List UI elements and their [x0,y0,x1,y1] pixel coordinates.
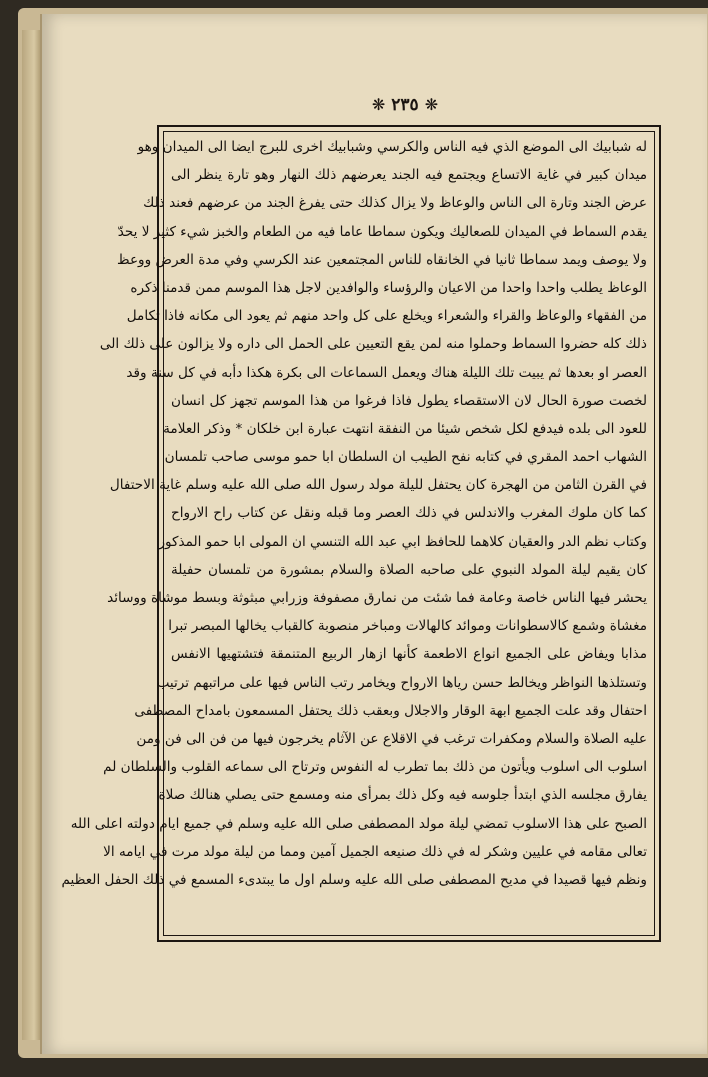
text-line: اسلوب الى اسلوب ويأتون من ذلك بما تطرب له النفوس وترتاح الى سماعه القلوب والسلطان لم [103,759,647,776]
page-header [345,93,465,117]
page-number: ٢٣٥ [391,95,419,115]
text-line: لخصت صورة الحال لان الاستقصاء يطول فاذا فرغوا من هذا الموسم تجهز كل انسان [171,392,647,409]
text-line: كما كان ملوك المغرب والاندلس في ذلك العصر وما قبله ونقل عن كتاب راح الارواح [171,505,647,522]
text-line: العصر او بعدها ثم يبيت تلك الليلة هناك ويعمل السماعات الى بكرة هكذا دأبه في كل سنة وقد [126,364,647,381]
text-line: يقدم السماط في الميدان للصعاليك ويكون سماطا عاما فيه من الطعام والخبز شيء كثير لا يحدّ [117,223,647,240]
text-line: ولا يوصف ويمد سماطا ثانيا في الخانقاه للناس المجتمعين عند الكرسي وفي مدة العرض ووعظ [117,251,647,268]
text-line: تعالى مقامه في عليين وشكر له في ذلك صنيعه الجميل آمين ومما من ليلة مولد مرت في ايامه الا [103,843,647,860]
text-line: عليه الصلاة والسلام ومكفرات ترغب في الاقلاع عن الآثام يخرجون فيها من فن الى فن ومن [136,730,647,747]
text-line: ذلك كله حضروا السماط وحملوا منه لمن يقع التعيين على الحمل الى داره ولا يزالون على ذلك الى [99,336,647,353]
text-line: وكتاب نظم الدر والعقيان كلاهما للحافظ ابي عبد الله التنسي ان المولى ابا حمو المذكور [158,533,647,550]
text-line: يحشر فيها الناس خاصة وعامة فما شئت من نمارق مصفوفة وزرابي مبثوثة وبسط موشاة ووسائد [107,590,647,606]
text-line: يفارق مجلسه الذي ابتدأ جلوسه فيه وكل ذلك بمرأى منه ومسمع حتى يصلي هنالك صلاة [158,787,647,804]
text-line: وتستلذها النواظر ويخالط حسن رياها الارواح ويخامر رتب الناس فيها على مراتبهم ترتيب [156,674,647,691]
text-line: للعود الى بلده فيدفع لكل شخص شيئا من النفقة انتهت عبارة ابن خلكان * وذكر العلامة [163,420,647,437]
text-line: عرض الجند وتارة الى الناس والوعاظ ولا يزال كذلك حتى يفرغ الجند من عرضهم فعند ذلك [143,195,647,212]
text-line: الصبح على هذا الاسلوب تمضي ليلة مولد المصطفى صلى الله عليه وسلم في جميع ايام دولته اعلى الله [70,815,647,832]
text-line: احتفال وقد علت الجميع ابهة الوقار والاجلال وبعقب ذلك يحتفل المسمعون بامداح المصطفى [134,702,647,719]
text-line: مغشاة وشمع كالاسطوانات وموائد كالهالات ومباخر منصوبة كالقباب يخالها المبصر تبرا [168,618,647,635]
text-line: الوعاظ يطلب واحدا واحدا من الاعيان والرؤساء والوافدين لاجل هذا الموسم ممن قدمنا ذكره [130,279,647,296]
ornament-icon: ❋ [424,95,439,114]
text-line: له شبابيك الى الموضع الذي فيه الناس والكرسي وشبابيك اخرى للبرج ايضا الى الميدان وهو [137,139,647,155]
page-edges [22,30,42,1040]
text-line: في القرن الثامن من الهجرة كان يحتفل لليلة مولد رسول الله صلى الله عليه وسلم غاية الاحتفال [109,477,647,494]
text-line: من الفقهاء والوعاظ والقراء والشعراء ويخلع على كل واحد منهم ثم يعود الى مكانه فاذا تكامل [126,308,647,325]
text-line: مذابا ويفاض على الجميع انواع الاطعمة كأنها ازهار الربيع المتنمقة فتشتهيها الانفس [171,646,647,663]
text-frame [61,125,661,942]
ornament-icon: ❋ [371,95,386,114]
text-line: كان يقيم ليلة المولد النبوي على صاحبه الصلاة والسلام بمشورة من تلمسان حفيلة [171,561,647,578]
text-line: ميدان كبير في غاية الاتساع ويجتمع فيه الجند يعرضهم ذلك النهار وهو تارة ينظر الى [171,167,647,184]
text-line: الشهاب احمد المقري في كتابه نفح الطيب ان السلطان ابا حمو موسى صاحب تلمسان [164,449,647,466]
text-line: ونظم فيها قصيدا في مديح المصطفى صلى الله عليه وسلم اول ما يبتدىء المسمع في ذلك الحفل العظيم [61,871,647,888]
body-text [61,133,647,934]
